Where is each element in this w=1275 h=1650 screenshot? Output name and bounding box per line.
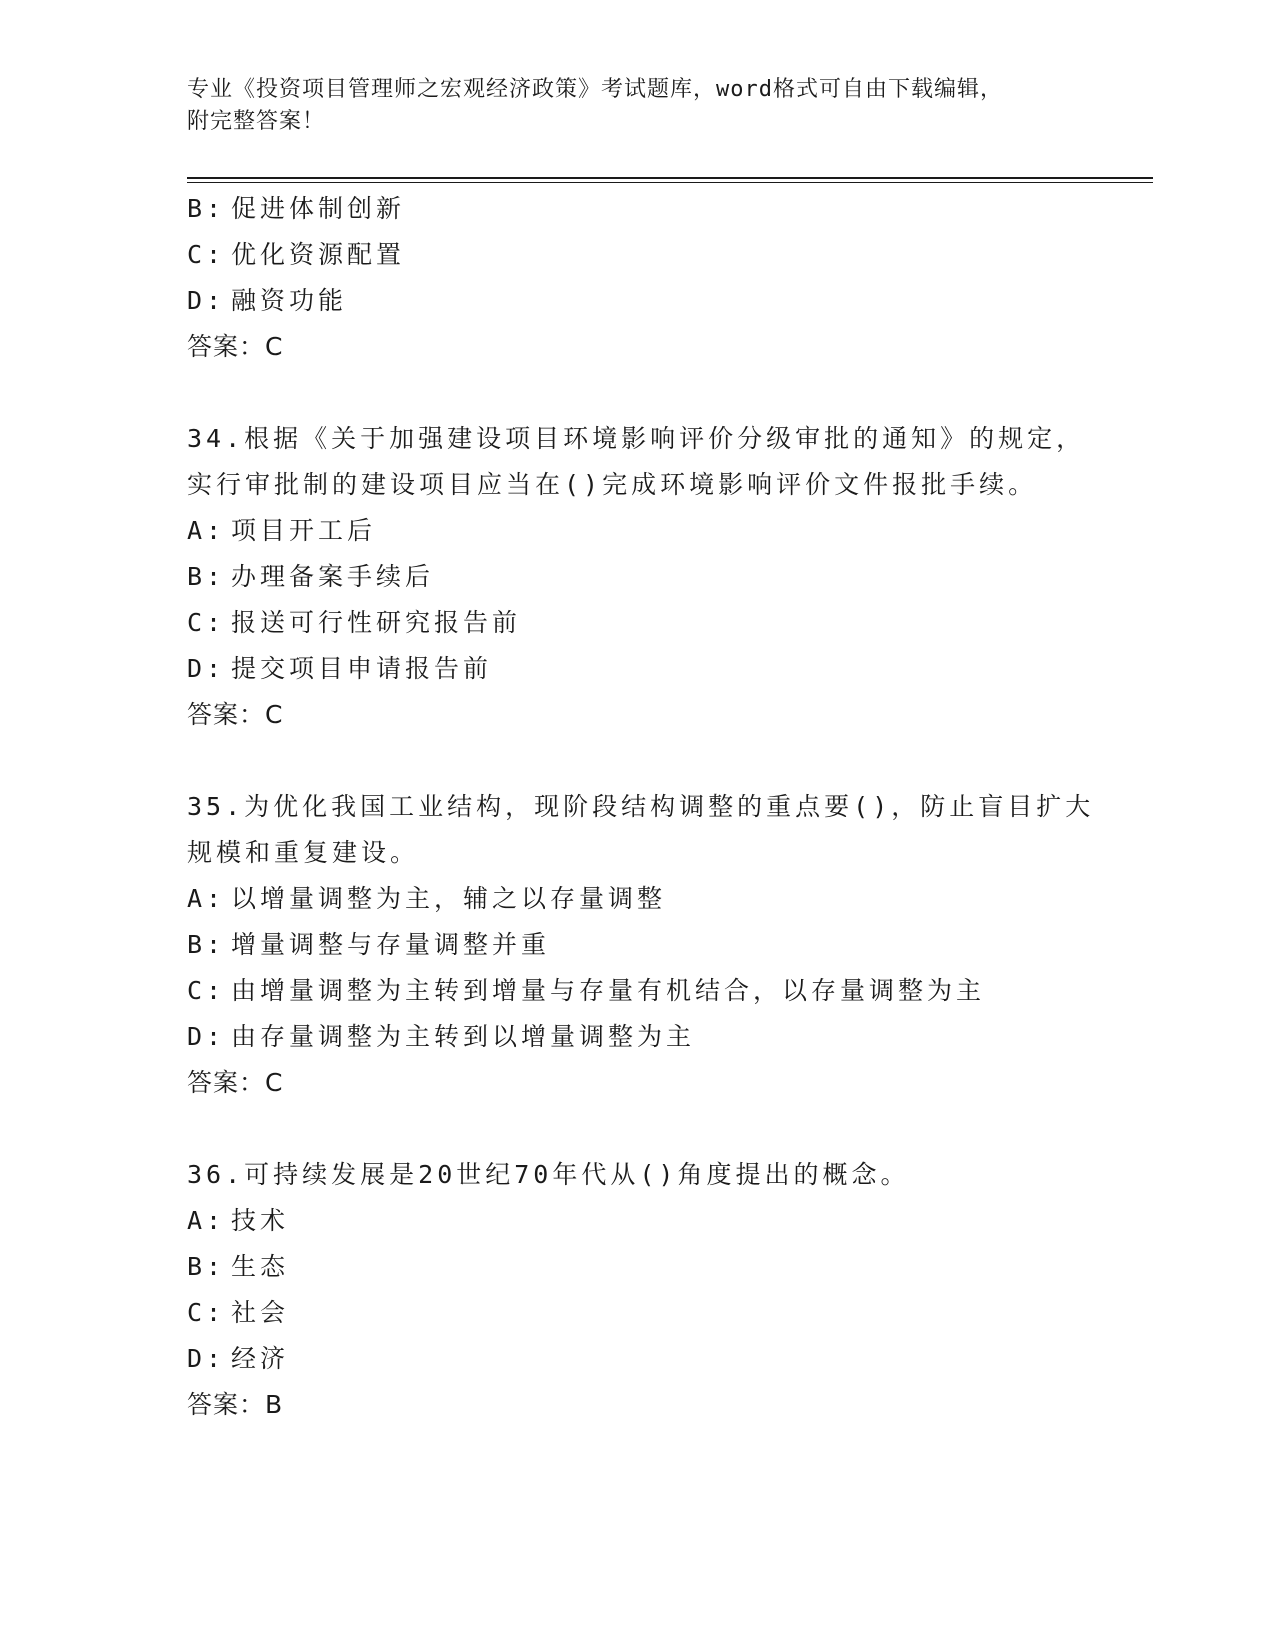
header-line-1: 专业《投资项目管理师之宏观经济政策》考试题库，word格式可自由下载编辑， <box>187 77 1003 102</box>
option-d <box>187 1336 1153 1382</box>
option-label: C: <box>187 240 226 269</box>
option-d <box>187 646 1153 692</box>
header-line-2: 附完整答案！ <box>187 109 326 134</box>
option-text: 提交项目申请报告前 <box>231 654 493 683</box>
option-label: B: <box>187 1252 226 1281</box>
spacer <box>187 370 1153 416</box>
option-c <box>187 600 1153 646</box>
header-divider-thick <box>187 177 1153 179</box>
question-stem-line-1: 35.为优化我国工业结构，现阶段结构调整的重点要()，防止盲目扩大 <box>187 792 1095 821</box>
option-b <box>187 1244 1153 1290</box>
option-text: 优化资源配置 <box>231 240 406 269</box>
option-text: 促进体制创新 <box>231 194 406 223</box>
document-header <box>187 74 1087 138</box>
option-label: B: <box>187 562 226 591</box>
question-list <box>187 186 1153 1428</box>
question-34 <box>187 416 1153 738</box>
option-text: 由存量调整为主转到以增量调整为主 <box>231 1022 696 1051</box>
option-text: 办理备案手续后 <box>231 562 435 591</box>
option-a <box>187 876 1153 922</box>
option-text: 生态 <box>231 1252 290 1281</box>
option-d <box>187 1014 1153 1060</box>
option-b <box>187 922 1153 968</box>
question-stem-line-1: 36.可持续发展是20世纪70年代从()角度提出的概念。 <box>187 1160 910 1189</box>
option-label: C: <box>187 1298 226 1327</box>
question-stem-line-2: 规模和重复建设。 <box>187 838 420 867</box>
option-label: B: <box>187 194 226 223</box>
question-35 <box>187 784 1153 1106</box>
option-label: C: <box>187 608 226 637</box>
option-text: 社会 <box>231 1298 290 1327</box>
option-text: 由增量调整为主转到增量与存量有机结合，以存量调整为主 <box>231 976 986 1005</box>
option-b <box>187 554 1153 600</box>
option-text: 融资功能 <box>231 286 348 315</box>
option-label: A: <box>187 884 226 913</box>
option-label: A: <box>187 1206 226 1235</box>
answer-line: 答案：C <box>187 1068 284 1097</box>
option-label: D: <box>187 1022 226 1051</box>
answer-line: 答案：C <box>187 332 284 361</box>
option-label: D: <box>187 654 226 683</box>
option-text: 报送可行性研究报告前 <box>231 608 522 637</box>
header-divider-thin <box>187 182 1153 183</box>
question-stem-line-1: 34.根据《关于加强建设项目环境影响评价分级审批的通知》的规定， <box>187 424 1086 453</box>
question-stem-line-2: 实行审批制的建设项目应当在()完成环境影响评价文件报批手续。 <box>187 470 1038 499</box>
option-label: C: <box>187 976 226 1005</box>
answer-line: 答案：C <box>187 700 284 729</box>
option-label: A: <box>187 516 226 545</box>
option-text: 增量调整与存量调整并重 <box>231 930 551 959</box>
question-33-partial <box>187 186 1153 370</box>
option-a <box>187 1198 1153 1244</box>
option-d <box>187 278 1153 324</box>
option-c <box>187 232 1153 278</box>
option-text: 以增量调整为主，辅之以存量调整 <box>231 884 667 913</box>
question-36 <box>187 1152 1153 1428</box>
spacer <box>187 738 1153 784</box>
option-c <box>187 968 1153 1014</box>
option-text: 技术 <box>231 1206 290 1235</box>
option-c <box>187 1290 1153 1336</box>
option-b <box>187 186 1153 232</box>
option-a <box>187 508 1153 554</box>
option-label: D: <box>187 286 226 315</box>
option-label: B: <box>187 930 226 959</box>
spacer <box>187 1106 1153 1152</box>
option-text: 项目开工后 <box>231 516 377 545</box>
option-label: D: <box>187 1344 226 1373</box>
option-text: 经济 <box>231 1344 290 1373</box>
answer-line: 答案：B <box>187 1390 284 1419</box>
